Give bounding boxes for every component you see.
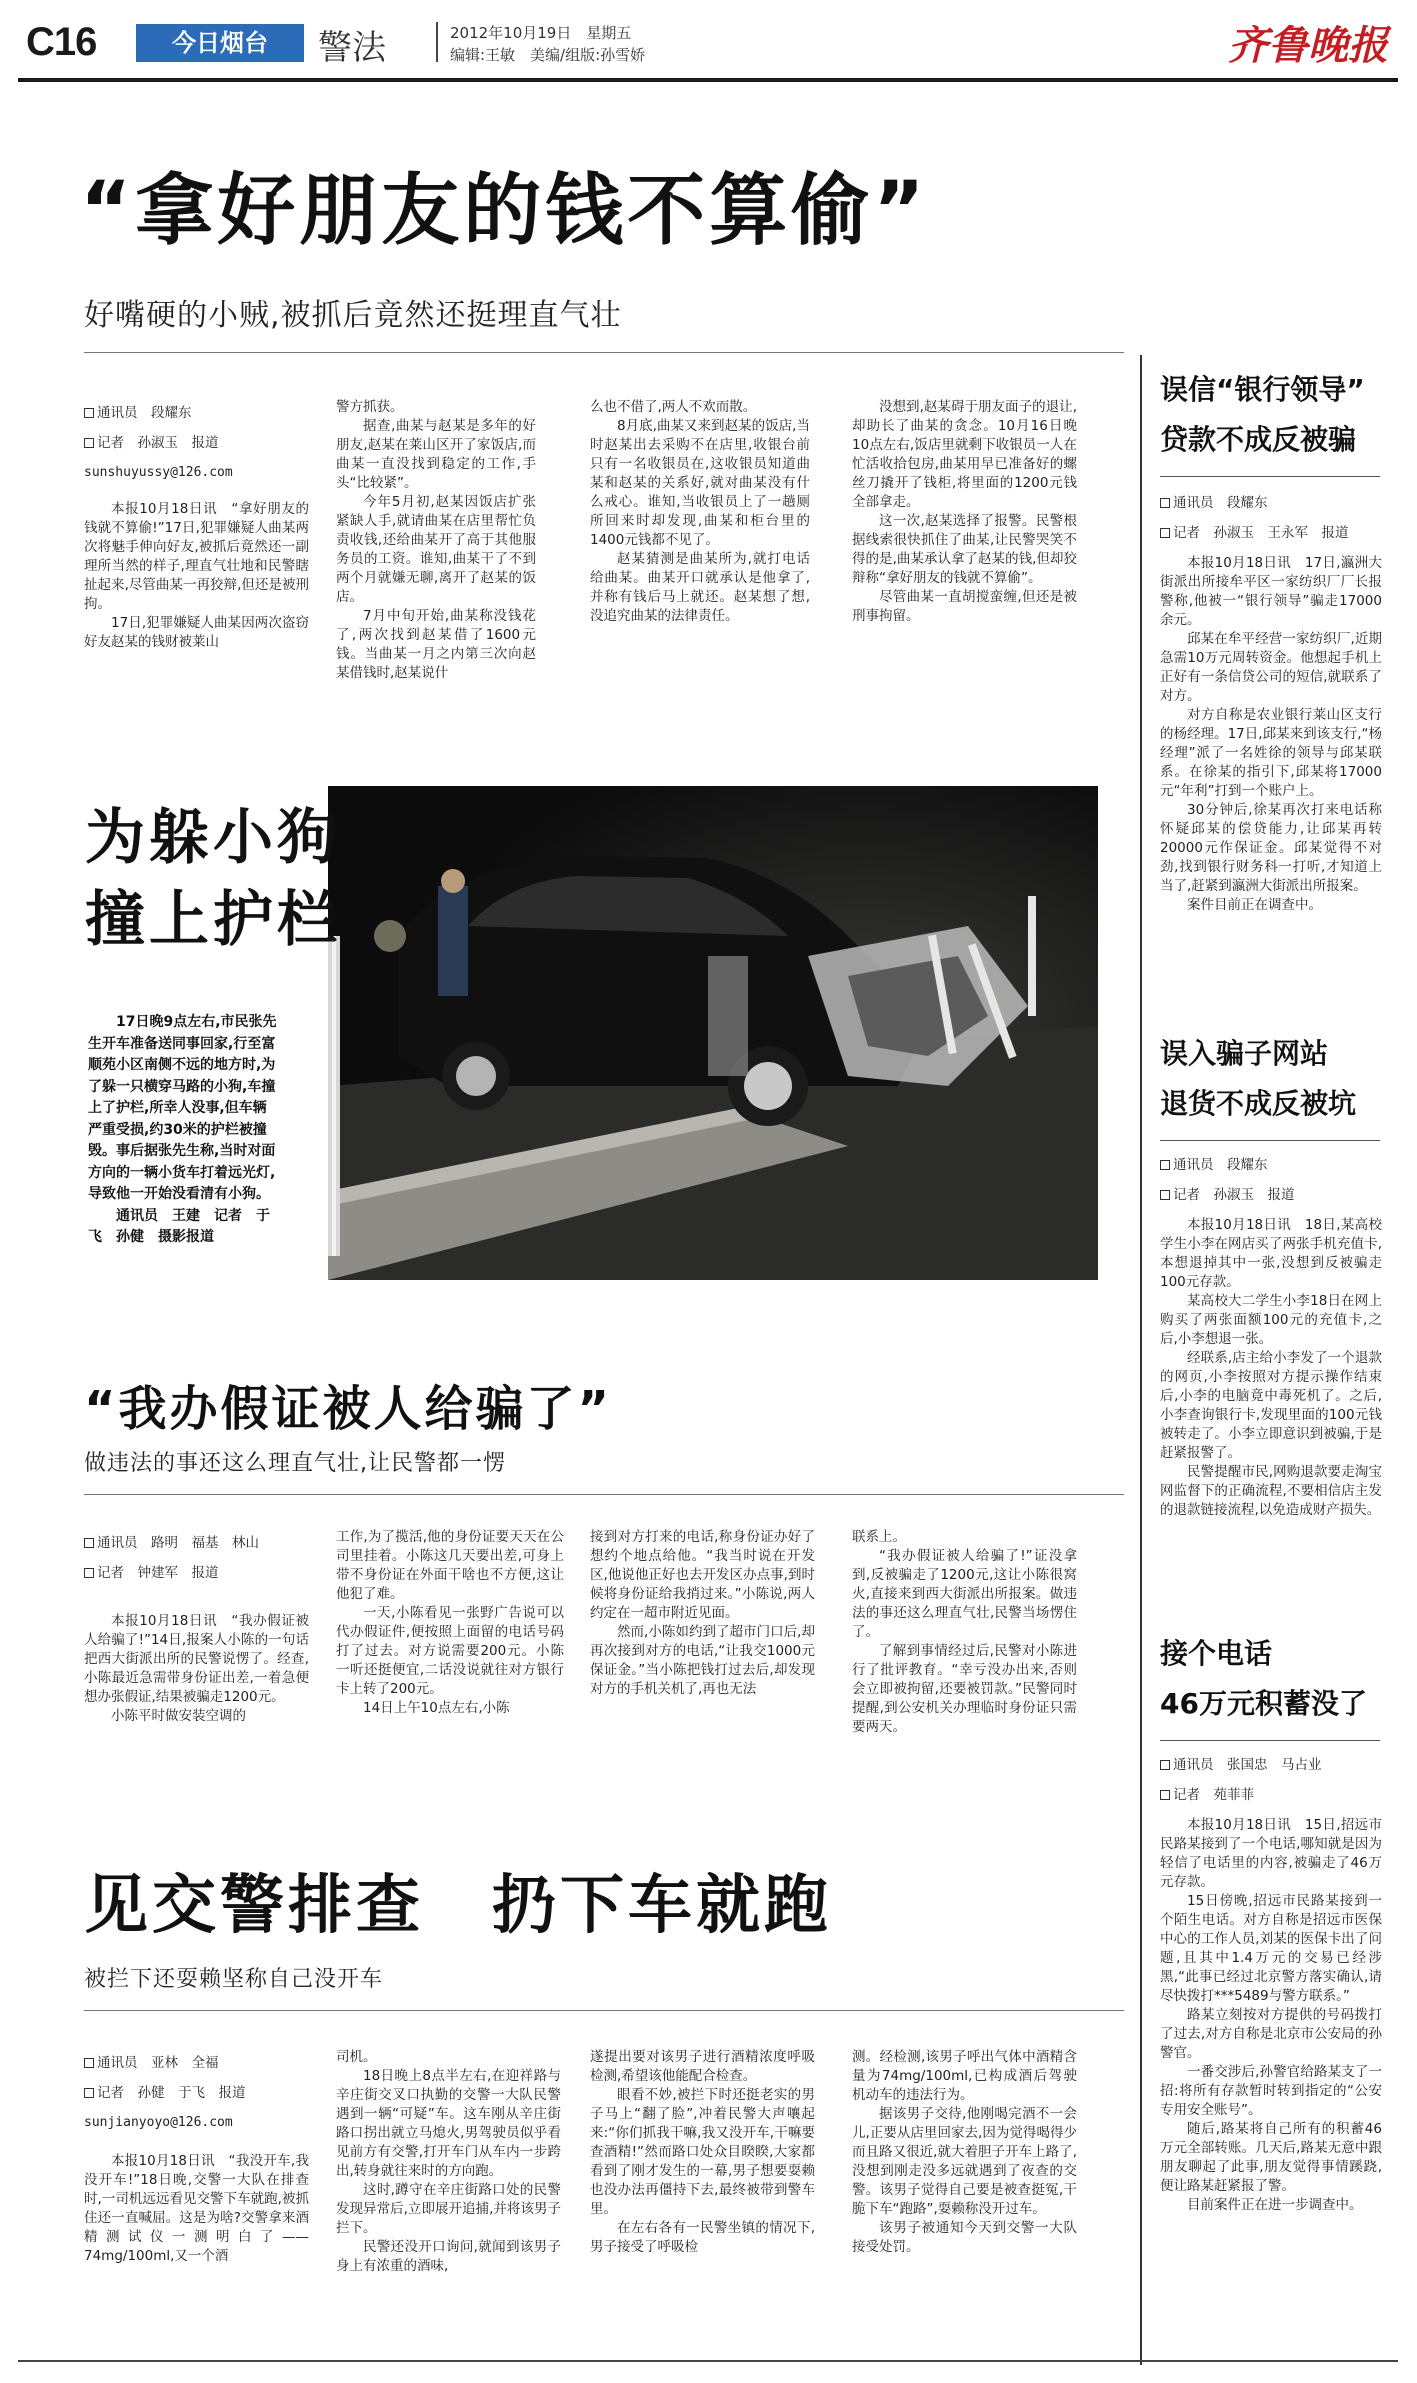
paragraph: 一番交涉后,孙警官给路某支了一招:将所有存款暂时转到指定的“公安专用安全账号”。 xyxy=(1160,2064,1382,2118)
paragraph: 14日上午10点左右,小陈 xyxy=(363,1700,510,1716)
rail3-byline-reporter: 通讯员 张国忠 马占业 xyxy=(1160,1750,1382,1780)
paragraph: 本报10月18日讯 “拿好朋友的钱就不算偷!”17日,犯罪嫌疑人曲某两次将魅手伸向好友,被抓后竟然还一副理所当然的样子,理直气壮地和民警瞎扯起来,尽管曲某一再狡辩,但还是被刑拘。 xyxy=(84,501,309,612)
paragraph: 经联系,店主给小李发了一个退款的网页,小李按照对方提示操作结束后,小李的电脑竟中毒死机了。之后,小李查询银行卡,发现里面的100元钱被转走了。小李立即意识到被骗,于是赶紧报警了。 xyxy=(1160,1350,1382,1461)
story3-byline-author: 记者 孙健 于飞 报道 xyxy=(84,2078,309,2108)
column-name: 警法 xyxy=(318,28,386,68)
paragraph: 遂提出要对该男子进行酒精浓度呼吸检测,希望该他能配合检查。 xyxy=(590,2049,815,2084)
paragraph: 17日,犯罪嫌疑人曲某因两次盗窃好友赵某的钱财被莱山 xyxy=(84,615,309,650)
paragraph: 民警还没开口询问,就闻到该男子身上有浓重的酒味, xyxy=(336,2239,561,2274)
rail1-headline-line1: 误信“银行领导” xyxy=(1160,373,1365,406)
story3-headline: 见交警排查 扔下车就跑 xyxy=(84,1869,832,1943)
photo-headline-line2: 撞上护栏 xyxy=(85,885,341,955)
paragraph: 案件目前正在调查中。 xyxy=(1187,897,1322,913)
masthead xyxy=(18,14,1398,74)
story2-rule xyxy=(84,1494,1124,1495)
paragraph: 测。经检测,该男子呼出气体中酒精含量为74mg/100ml,已构成酒后驾驶机动车的违法行为。 xyxy=(852,2049,1077,2103)
story2-column-4 xyxy=(852,1528,1077,1768)
paragraph: 这时,蹲守在辛庄街路口处的民警发现异常后,立即展开追捕,并将该男子拦下。 xyxy=(336,2182,561,2236)
rail1-byline-author: 记者 孙淑玉 王永军 报道 xyxy=(1160,518,1382,548)
paragraph: “我办假证被人给骗了!”证没拿到,反被骗走了1200元,这让小陈很窝火,直接来到西大街派出所报案。做违法的事还这么理直气壮,民警当场愣住了。 xyxy=(852,1548,1077,1640)
story3-column-2 xyxy=(336,2048,561,2348)
story2-headline: “我办假证被人给骗了” xyxy=(84,1381,613,1437)
story1-subhead: 好嘴硬的小贼,被抓后竟然还挺理直气壮 xyxy=(84,298,622,333)
story3-column-1 xyxy=(84,2048,309,2348)
story2-byline-reporter: 通讯员 路明 福基 林山 xyxy=(84,1528,309,1558)
page-number: C16 xyxy=(26,20,97,64)
paragraph: 警方抓获。 xyxy=(336,399,404,415)
paragraph: 该男子被通知今天到交警一大队接受处罚。 xyxy=(852,2220,1077,2255)
story2-column-1 xyxy=(84,1528,309,1768)
paragraph: 本报10月18日讯 17日,瀛洲大街派出所接牟平区一家纺织厂厂长报警称,他被一“银行领导”骗走17000余元。 xyxy=(1160,555,1382,628)
paragraph: 工作,为了揽活,他的身份证要天天在公司里挂着。小陈这几天要出差,可身上带不身份证在外面干啥也不方便,这让他犯了难。 xyxy=(336,1529,564,1602)
paragraph: 眼看不妙,被拦下时还挺老实的男子马上“翻了脸”,冲着民警大声嚷起来:“你们抓我干嘛,我又没开车,干嘛要查酒精!”然而路口处众目睽睽,大家都看到了刚才发生的一幕,男子想要耍赖也没办法再僵持下去,最终被带到警车里。 xyxy=(590,2087,815,2217)
paragraph: 本报10月18日讯 “我没开车,我没开车!”18日晚,交警一大队在排查时,一司机远远看见交警下车就跑,被抓住还一直喊屈。这是为啥?交警拿来酒精测试仪一测明白了——74mg/100ml,又一个酒 xyxy=(84,2153,309,2264)
rail1-rule xyxy=(1160,476,1380,477)
paragraph: 尽管曲某一直胡搅蛮缠,但还是被刑事拘留。 xyxy=(852,589,1077,624)
photo-caption xyxy=(88,1012,278,1249)
story1-byline-reporter: 通讯员 段耀东 xyxy=(84,398,309,428)
story1-column-4 xyxy=(852,398,1077,708)
story2-column-2 xyxy=(336,1528,564,1768)
issue-date: 2012年10月19日 星期五 xyxy=(450,24,632,42)
paragraph: 然而,小陈如约到了超市门口后,却再次接到对方的电话,“让我交1000元保证金。”当小陈把钱打过去后,却发现对方的手机关机了,再也无法 xyxy=(590,1624,815,1697)
paragraph: 对方自称是农业银行莱山区支行的杨经理。17日,邱某来到该支行,“杨经理”派了一名姓徐的领导与邱某联系。在徐某的指引下,邱某将17000元“年利”打到一个账户上。 xyxy=(1160,707,1382,799)
rail2-byline-author: 记者 孙淑玉 报道 xyxy=(1160,1180,1382,1210)
paragraph: 15日傍晚,招远市民路某接到一个陌生电话。对方自称是招远市医保中心的工作人员,刘某的医保卡出了问题,且其中1.4万元的交易已经涉黑,“此事已经过北京警方落实确认,请尽快拨打***5489与警方联系。” xyxy=(1160,1893,1382,2004)
rail3-headline-line1: 接个电话 xyxy=(1160,1637,1273,1670)
paragraph: 邱某在牟平经营一家纺织厂,近期急需10万元周转资金。他想起手机上正好有一条信贷公司的短信,就联系了对方。 xyxy=(1160,631,1382,704)
rail2-headline-line2: 退货不成反被坑 xyxy=(1160,1087,1357,1120)
paragraph: 本报10月18日讯 “我办假证被人给骗了!”14日,报案人小陈的一句话把西大街派出所的民警说愣了。经查,小陈最近急需带身份证出差,一着急便想办张假证,结果被骗走1200元。 xyxy=(84,1613,309,1705)
page-bottom-rule xyxy=(18,2360,1398,2362)
paragraph: 目前案件正在进一步调查中。 xyxy=(1187,2197,1363,2213)
paragraph: 本报10月18日讯 18日,某高校学生小李在网店买了两张手机充值卡,本想退掉其中一张,没想到反被骗走100元存款。 xyxy=(1160,1217,1382,1290)
paragraph: 接到对方打来的电话,称身份证办好了想约个地点给他。“我当时说在开发区,他说他正好也去开发区办点事,到时候将身份证给我捎过来。”小陈说,两人约定在一超市附近见面。 xyxy=(590,1529,815,1621)
right-rail-divider xyxy=(1140,355,1142,2365)
story1-column-1 xyxy=(84,398,309,708)
paragraph: 本报10月18日讯 15日,招远市民路某接到了一个电话,哪知就是因为轻信了电话里的内容,被骗走了46万元存款。 xyxy=(1160,1817,1382,1890)
paragraph: 了解到事情经过后,民警对小陈进行了批评教育。“幸亏没办出来,否则会立即被拘留,还要被罚款。”民警同时提醒,到公安机关办理临时身份证只需要两天。 xyxy=(852,1643,1077,1735)
editor-credits: 编辑:王敏 美编/组版:孙雪娇 xyxy=(450,46,646,64)
paragraph: 司机。 xyxy=(336,2049,377,2065)
paragraph: 某高校大二学生小李18日在网上购买了两张面额100元的充值卡,之后,小李想退一张。 xyxy=(1160,1293,1382,1347)
paragraph: 小陈平时做安装空调的 xyxy=(111,1708,246,1724)
story1-rule xyxy=(84,352,1124,353)
paragraph: 么也不借了,两人不欢而散。 xyxy=(590,399,757,415)
paragraph: 8月底,曲某又来到赵某的饭店,当时赵某出去采购不在店里,收银台前只有一名收银员在,这收银员知道曲某和赵某的关系好,就对曲某没有什么戒心。谁知,当收银员上了一趟厕所回来时却发现,曲某和柜台里的1400元钱都不见了。 xyxy=(590,418,810,548)
photo-credit: 通讯员 王建 记者 于飞 孙健 摄影报道 xyxy=(88,1207,270,1245)
paragraph: 据查,曲某与赵某是多年的好朋友,赵某在莱山区开了家饭店,而曲某一直没找到稳定的工作,手头“比较紧”。 xyxy=(336,418,536,491)
rail1-byline-reporter: 通讯员 段耀东 xyxy=(1160,488,1382,518)
rail3-headline-line2: 46万元积蓄没了 xyxy=(1160,1687,1367,1720)
story3-column-3 xyxy=(590,2048,815,2348)
paragraph: 今年5月初,赵某因饭店扩张紧缺人手,就请曲某在店里帮忙负责收钱,还给曲某开了高于其他服务员的工资。谁知,曲某干了不到两个月就嫌无聊,离开了赵某的饭店。 xyxy=(336,494,536,605)
story2-subhead: 做违法的事还这么理直气壮,让民警都一愣 xyxy=(84,1451,506,1476)
story2-byline-author: 记者 钟建军 报道 xyxy=(84,1558,309,1588)
paragraph: 7月中旬开始,曲某称没钱花了,两次找到赵某借了1600元钱。当曲某一月之内第三次向赵某借钱时,赵某说什 xyxy=(336,608,536,681)
paragraph: 民警提醒市民,网购退款要走淘宝网监督下的正确流程,不要相信店主发的退款链接流程,以免造成财产损失。 xyxy=(1160,1464,1382,1518)
paragraph: 30分钟后,徐某再次打来电话称怀疑邱某的偿贷能力,让邱某再转20000元作保证金。邱某觉得不对劲,找到银行财务科一打听,才知道上当了,赶紧到瀛洲大街派出所报案。 xyxy=(1160,802,1382,894)
rail2-byline-reporter: 通讯员 段耀东 xyxy=(1160,1150,1382,1180)
story1-column-3 xyxy=(590,398,810,708)
rail2-body xyxy=(1160,1150,1382,1620)
paragraph: 路某立刻按对方提供的号码拨打了过去,对方自称是北京市公安局的孙警官。 xyxy=(1160,2007,1382,2061)
rail1-headline-line2: 贷款不成反被骗 xyxy=(1160,423,1357,456)
paragraph: 这一次,赵某选择了报警。民警根据线索很快抓住了曲某,让民警哭笑不得的是,曲某承认拿了赵某的钱,但却狡辩称“拿好朋友的钱就不算偷”。 xyxy=(852,513,1077,586)
photo-headline-line1: 为躲小狗 xyxy=(85,803,341,873)
masthead-divider xyxy=(436,22,438,62)
story2-column-3 xyxy=(590,1528,815,1768)
story1-headline: “拿好朋友的钱不算偷” xyxy=(80,166,929,256)
paragraph: 联系上。 xyxy=(852,1529,906,1545)
story1-email: sunshuyussy@126.com xyxy=(84,465,233,480)
paragraph: 18日晚上8点半左右,在迎祥路与辛庄街交叉口执勤的交警一大队民警遇到一辆“可疑”车。这车刚从辛庄街路口拐出就立马熄火,男驾驶员似乎看见前方有交警,打开车门从车内一步跨出,转身就往来时的方向跑。 xyxy=(336,2068,561,2179)
rail1-body xyxy=(1160,488,1382,1008)
newspaper-logo: 齐鲁晚报 xyxy=(1228,22,1388,69)
paragraph: 赵某猜测是曲某所为,就打电话给曲某。曲某开口就承认是他拿了,并称有钱后马上就还。赵某想了想,没追究曲某的法律责任。 xyxy=(590,551,810,624)
story3-byline-reporter: 通讯员 亚林 全福 xyxy=(84,2048,309,2078)
rail3-byline-author: 记者 苑菲菲 xyxy=(1160,1780,1382,1810)
caption-body: 17日晚9点左右,市民张先生开车准备送同事回家,行至富顺苑小区南侧不远的地方时,为了躲一只横穿马路的小狗,车撞上了护栏,所幸人没事,但车辆严重受损,约30米的护栏被撞毁。事后据张先生称,当时对面方向的一辆小货车打着远光灯,导致他一开始没看清有小狗。 xyxy=(88,1014,277,1202)
crash-photo xyxy=(328,786,1098,1280)
paragraph: 一天,小陈看见一张野广告说可以代办假证件,便按照上面留的电话号码打了过去。对方说需要200元。小陈一听还挺便宜,二话没说就往对方银行卡上转了200元。 xyxy=(336,1605,564,1697)
rail3-rule xyxy=(1160,1740,1380,1741)
paragraph: 据该男子交待,他刚喝完酒不一会儿,正要从店里回家去,因为觉得喝得少而且路又很近,就大着胆子开车上路了,没想到刚走没多远就遇到了夜查的交警。该男子觉得自己要是被查挺冤,干脆下车“跑路”,耍赖称没开过车。 xyxy=(852,2106,1077,2217)
paragraph: 随后,路某将自己所有的积蓄46万元全部转账。几天后,路某无意中跟朋友聊起了此事,朋友觉得事情蹊跷,便让路某赶紧报了警。 xyxy=(1160,2121,1382,2194)
story3-column-4 xyxy=(852,2048,1077,2348)
rail2-rule xyxy=(1160,1140,1380,1141)
story3-email: sunjianyoyo@126.com xyxy=(84,2115,233,2130)
paragraph: 没想到,赵某碍于朋友面子的退让,却助长了曲某的贪念。10月16日晚10点左右,饭店里就剩下收银员一人在忙活收拾包房,曲某用早已准备好的螺丝刀撬开了钱柜,将里面的1200元钱全部拿走。 xyxy=(852,399,1077,510)
story1-byline-author: 记者 孙淑玉 报道 xyxy=(84,428,309,458)
story3-rule xyxy=(84,2010,1124,2011)
story1-column-2 xyxy=(336,398,536,708)
paragraph: 在左右各有一民警坐镇的情况下,男子接受了呼吸检 xyxy=(590,2220,815,2255)
rail3-body xyxy=(1160,1750,1382,2350)
car-crash-illustration xyxy=(328,786,1098,1280)
story3-subhead: 被拦下还耍赖坚称自己没开车 xyxy=(84,1967,384,1992)
rail2-headline-line1: 误入骗子网站 xyxy=(1160,1037,1329,1070)
masthead-rule xyxy=(18,78,1398,82)
section-tag: 今日烟台 xyxy=(136,24,304,62)
